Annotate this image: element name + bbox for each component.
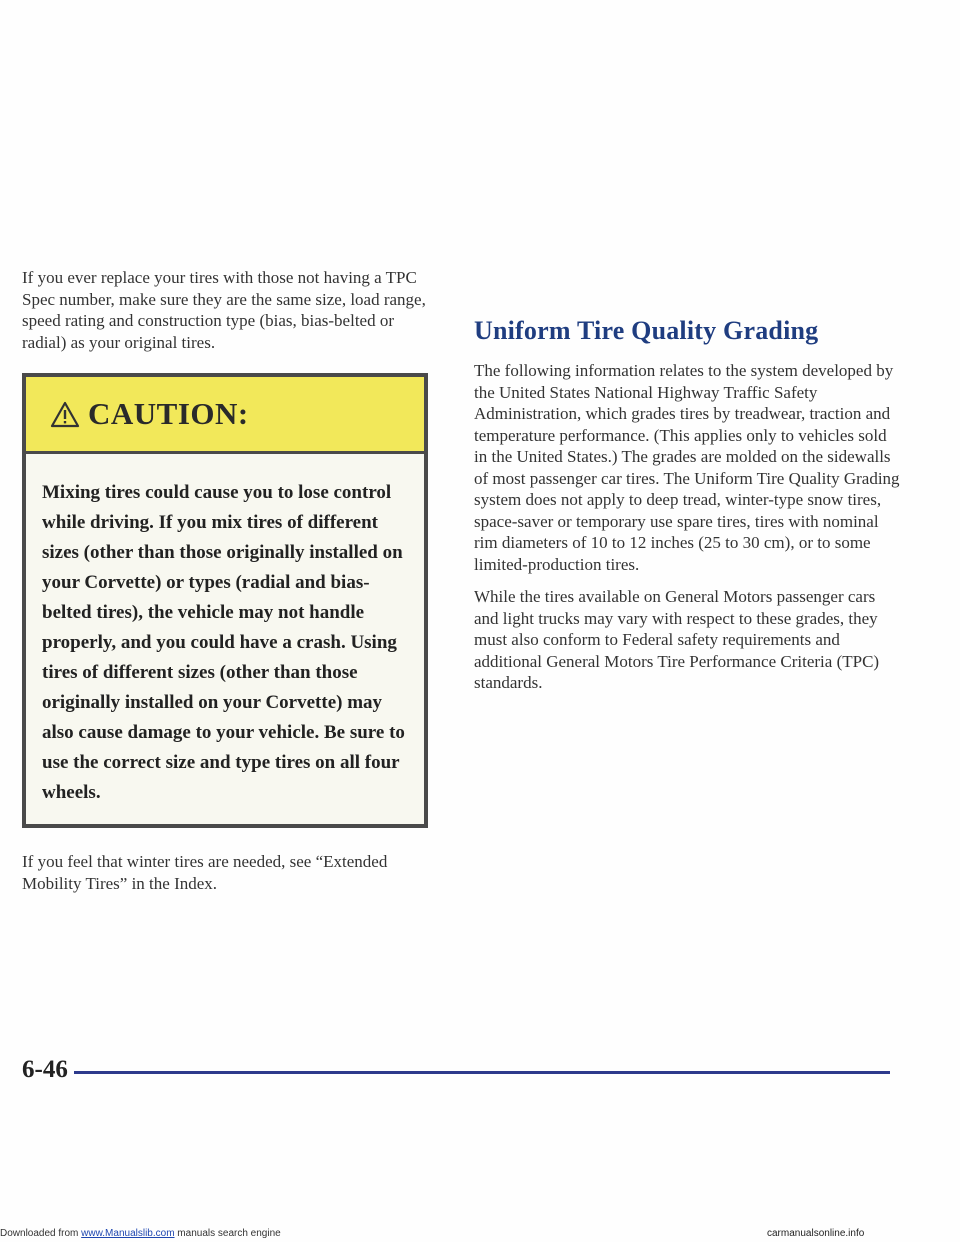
section-heading: Uniform Tire Quality Grading: [474, 316, 819, 345]
source-line: [0, 1228, 960, 1239]
page-number: 6-46: [22, 1056, 68, 1083]
utqg-paragraph-2: While the tires available on General Motors passenger cars and light trucks may vary with respect to these grades, they must also conform to Federal safety requirements and additional General Motors Tire Performance Criteria (TPC) standards.: [474, 587, 880, 692]
intro-paragraph: If you ever replace your tires with those not having a TPC Spec number, make sure they are the same size, load range, speed rating and construction type (bias, bias-belted or radial) as your original tires.: [22, 268, 426, 352]
source-prefix: Downloaded from: [0, 1228, 82, 1239]
manualslib-link[interactable]: www.Manualslib.com: [81, 1228, 175, 1239]
page-footer: [22, 1056, 890, 1084]
caution-title: CAUTION:: [88, 396, 249, 431]
utqg-paragraph-1: The following information relates to the system developed by the United States National Highway Traffic Safety Administration, which grades tires by treadwear, traction and temperature performance. (This applies only to vehicles sold in the United States.) The grades are molded on the sidewalls of most passenger car tires. The Uniform Tire Quality Grading system does not apply to deep tread, winter-type snow tires, space-saver or temporary use spare tires, tires with nominal rim diameters of 10 to 12 inches (25 to 30 cm), or to some limited-production tires.: [474, 361, 900, 574]
source-suffix: manuals search engine: [174, 1228, 281, 1239]
caution-header: [26, 377, 424, 454]
warning-triangle-icon: [50, 401, 80, 428]
caution-text: Mixing tires could cause you to lose control while driving. If you mix tires of different sizes (other than those originally installed on your Corvette) or types (radial and bias-belted tires), the vehicle may not handle properly, and you could have a crash. Using tires of different sizes (other than those originally installed on your Corvette) may also cause damage to your vehicle. Be sure to use the correct size and type tires on all four wheels.: [42, 482, 405, 803]
caution-box: [22, 373, 428, 828]
footer-rule: [74, 1071, 890, 1074]
left-column: [22, 267, 442, 894]
winter-tires-paragraph: If you feel that winter tires are needed, see “Extended Mobility Tires” in the Index.: [22, 852, 388, 893]
watermark-text: carmanualsonline.info: [767, 1228, 865, 1239]
right-column: [474, 316, 904, 694]
